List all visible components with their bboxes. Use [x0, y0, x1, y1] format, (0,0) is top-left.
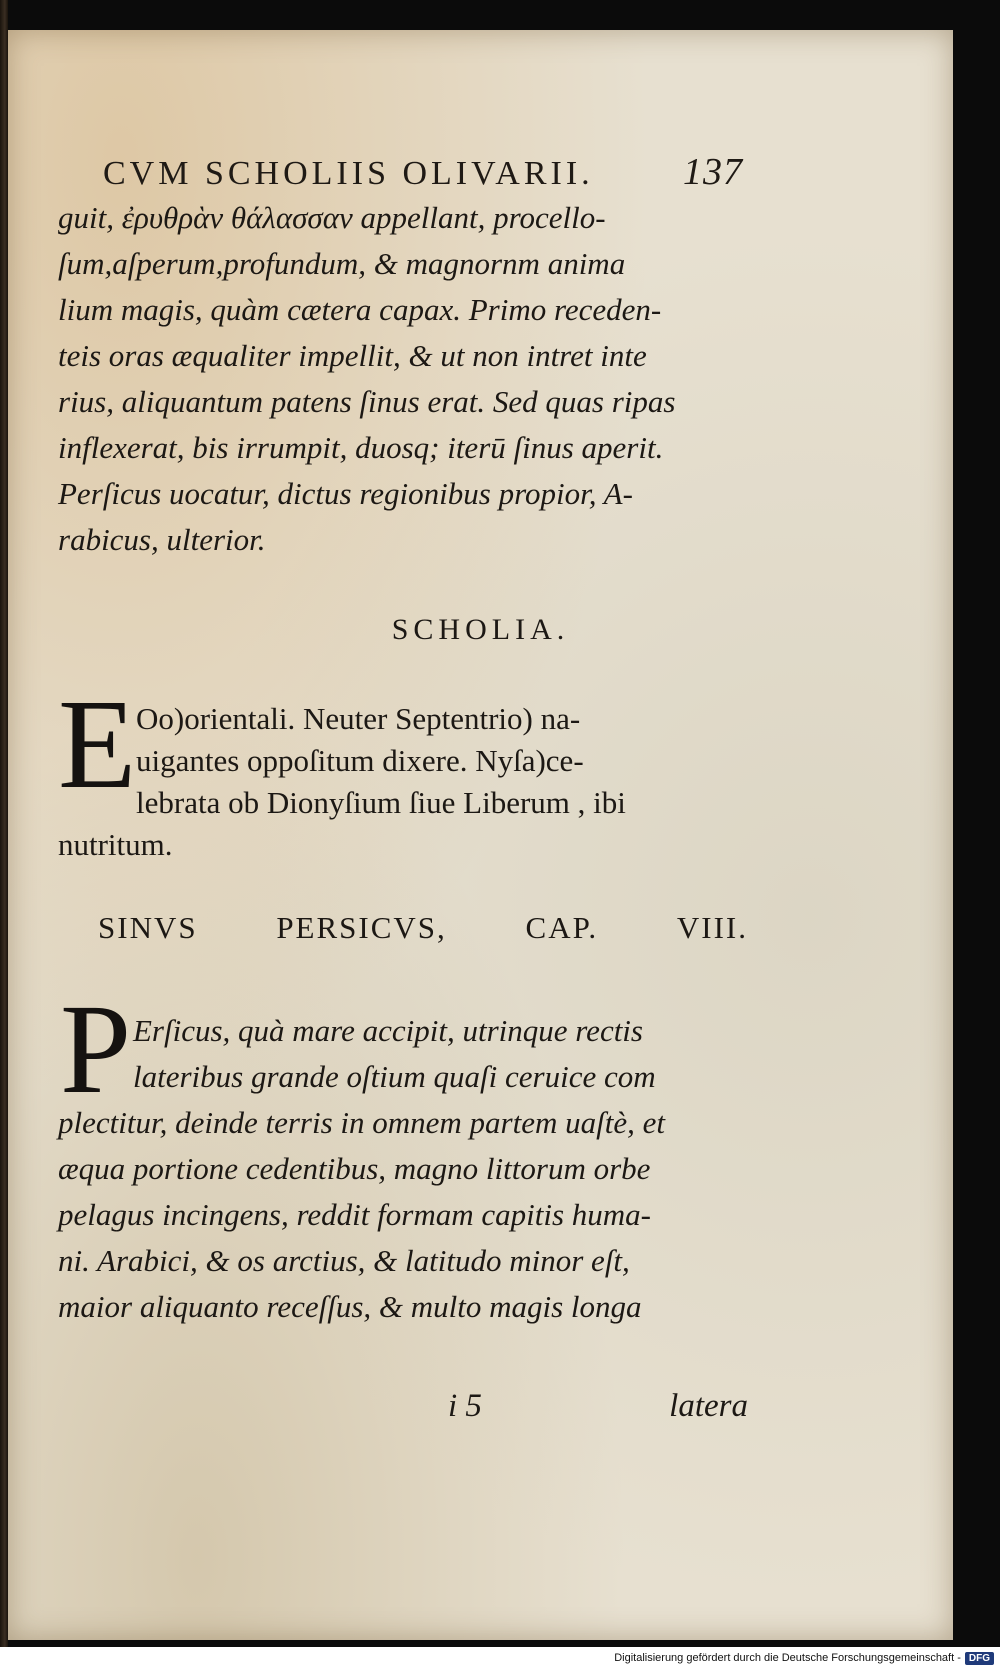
chapter-line: æqua portione cedentibus, magno littorum orbe: [58, 1151, 651, 1186]
chapter-line: maior aliquanto receſſus, & multo magis longa: [58, 1289, 642, 1324]
page-footer-marks: [448, 1388, 748, 1425]
dfg-logo[interactable]: DFG: [965, 1652, 994, 1665]
chapter-title-word: CAP.: [525, 910, 599, 945]
running-header: [103, 150, 743, 194]
chapter-title-word: VIII.: [676, 910, 748, 945]
scholia-line: Oo)orientali. Neuter Septentrio) na-: [136, 701, 581, 736]
text-line: lium magis, quàm cætera capax. Primo receden-: [58, 292, 662, 327]
text-line: ſum,aſperum,profundum, & magnornm anima: [58, 246, 626, 281]
catchword: latera: [669, 1388, 748, 1424]
signature-mark: i 5: [448, 1388, 482, 1424]
drop-cap-p: P: [60, 978, 132, 1120]
text-line: rius, aliquantum patens ſinus erat. Sed quas ripas: [58, 384, 676, 419]
digitization-footer: [0, 1647, 1000, 1669]
chapter-line: Erſicus, quà mare accipit, utrinque rectis: [133, 1013, 643, 1048]
text-line: teis oras æqualiter impellit, & ut non intret inte: [58, 338, 647, 373]
chapter-line: ni. Arabici, & os arctius, & latitudo minor eſt,: [58, 1243, 630, 1278]
chapter-line: lateribus grande oſtium quaſi ceruice com: [133, 1059, 656, 1094]
text-line: inflexerat, bis irrumpit, duosq; iterū ſinus aperit.: [58, 430, 664, 465]
chapter-title-word: SINVS: [98, 910, 198, 945]
chapter-line: pelagus incingens, reddit formam capitis huma-: [58, 1197, 651, 1232]
chapter-heading: [98, 910, 748, 946]
book-page: [8, 30, 953, 1640]
scholia-line: lebrata ob Dionyſium ſiue Liberum , ibi: [136, 785, 626, 820]
text-line: rabicus, ulterior.: [58, 522, 266, 557]
page-number: 137: [683, 151, 743, 193]
text-line: guit, ἐρυθρὰν θάλασσαν appellant, procello-: [58, 200, 606, 235]
scholia-heading: SCHOLIA.: [391, 613, 570, 646]
chapter-title-word: PERSICVS,: [276, 910, 447, 945]
footer-text: Digitalisierung gefördert durch die Deutsche Forschungsgemeinschaft -: [614, 1652, 961, 1664]
scholia-line: uigantes oppoſitum dixere. Nyſa)ce-: [136, 743, 584, 778]
scholia-line: nutritum.: [58, 827, 173, 862]
text-line: Perſicus uocatur, dictus regionibus propior, A-: [58, 476, 633, 511]
chapter-line: plectitur, deinde terris in omnem partem uaſtè, et: [58, 1105, 665, 1140]
book-spine-edge: [0, 0, 8, 1669]
running-title: CVM SCHOLIIS OLIVARII.: [103, 155, 594, 192]
drop-cap-e: E: [58, 673, 137, 815]
